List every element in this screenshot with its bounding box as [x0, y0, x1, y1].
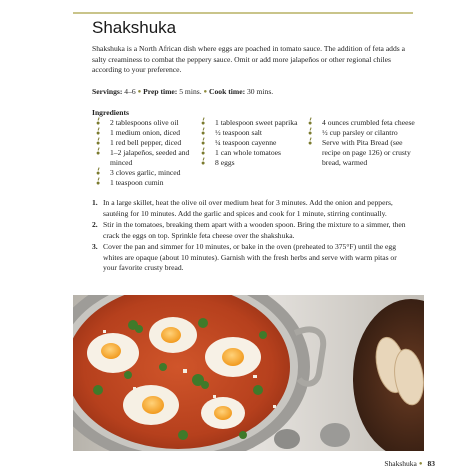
shakshuka-photo	[73, 295, 424, 451]
top-rule	[73, 12, 413, 14]
servings-value: 4–6	[122, 87, 138, 96]
ingredient-item	[96, 118, 206, 128]
garlic-icon	[96, 130, 103, 136]
page-number: 83	[427, 459, 435, 468]
ingredient-text: ¼ teaspoon cayenne	[215, 138, 277, 147]
ingredient-item	[96, 168, 206, 178]
shaker-right	[320, 423, 350, 447]
garlic-icon	[308, 130, 315, 136]
ingredient-text: 1 teaspoon cumin	[110, 178, 164, 187]
step-number: 3.	[92, 242, 98, 251]
cook-label: Cook time:	[209, 87, 246, 96]
ingredient-item	[96, 128, 206, 138]
ingredient-item	[96, 178, 206, 188]
ingredient-item	[308, 118, 418, 128]
garlic-icon	[201, 120, 208, 126]
ingredient-item	[96, 138, 206, 148]
step-text: In a large skillet, heat the olive oil over medium heat for 3 minutes. Add the onion and peppers, sautéing for 10 minutes. Add the garlic and spices and cook for 1 minute, stirring continually.	[103, 198, 393, 218]
step-text: Stir in the tomatoes, breaking them apart with a wooden spoon. Bring the mixture to a simmer, then crack the eggs on top. Sprinkle feta cheese over the shakshuka.	[103, 220, 406, 240]
ingredient-text: 1–2 jalapeños, seeded and minced	[110, 148, 190, 167]
instruction-step	[92, 220, 412, 241]
ingredients-column-1	[96, 118, 206, 188]
ingredient-text: ½ teaspoon salt	[215, 128, 263, 137]
ingredient-item	[201, 128, 301, 138]
garlic-icon	[201, 130, 208, 136]
garlic-icon	[96, 170, 103, 176]
ingredient-text: 1 tablespoon sweet paprika	[215, 118, 298, 127]
instructions-list	[92, 198, 412, 275]
garlic-icon	[96, 180, 103, 186]
ingredients-heading: Ingredients	[92, 108, 129, 117]
ingredient-item	[308, 128, 418, 138]
ingredient-text: 8 eggs	[215, 158, 235, 167]
ingredient-text: 1 medium onion, diced	[110, 128, 181, 137]
servings-label: Servings:	[92, 87, 123, 96]
ingredient-item	[201, 158, 301, 168]
ingredients-column-2	[201, 118, 301, 168]
step-text: Cover the pan and simmer for 10 minutes, or bake in the oven (preheated to 375°F) until the egg whites are opaque (about 10 minutes). Garnish with the fresh herbs and serve with warm pitas or your favorite crusty bread.	[103, 242, 397, 272]
ingredient-item	[308, 138, 418, 168]
ingredient-item	[201, 148, 301, 158]
ingredient-text: 2 tablespoons olive oil	[110, 118, 179, 127]
ingredient-text: Serve with Pita Bread (see recipe on page 126) or crusty bread, warmed	[322, 138, 411, 167]
garlic-icon	[308, 140, 315, 146]
garlic-icon	[96, 150, 103, 156]
recipe-title: Shakshuka	[92, 18, 177, 37]
instruction-step	[92, 242, 412, 274]
garlic-icon	[96, 140, 103, 146]
ingredient-item	[201, 118, 301, 128]
garlic-icon	[96, 120, 103, 126]
ingredient-text: 3 cloves garlic, minced	[110, 168, 181, 177]
step-number: 1.	[92, 198, 98, 207]
meta-bullet-1: ●	[137, 89, 142, 95]
instruction-step	[92, 198, 412, 219]
ingredient-text: 1 can whole tomatoes	[215, 148, 282, 157]
prep-value: 5 mins.	[177, 87, 204, 96]
prep-label: Prep time:	[143, 87, 178, 96]
garlic-icon	[201, 160, 208, 166]
ingredient-item	[201, 138, 301, 148]
step-number: 2.	[92, 220, 98, 229]
footer-section: Shakshuka	[384, 459, 417, 468]
ingredient-text: ½ cup parsley or cilantro	[322, 128, 398, 137]
ingredient-item	[96, 148, 206, 168]
recipe-intro: Shakshuka is a North African dish where eggs are poached in tomato sauce. The addition of feta adds a salty creaminess to combat the peppery sauce. Omit or add more jalapeños or other regional chiles according to your preference.	[92, 44, 406, 74]
cook-value: 30 mins.	[245, 87, 274, 96]
ingredient-text: 4 ounces crumbled feta cheese	[322, 118, 415, 127]
page-footer	[384, 459, 435, 468]
footer-bullet: ●	[418, 461, 423, 467]
ingredient-text: 1 red bell pepper, diced	[110, 138, 182, 147]
recipe-meta	[92, 87, 410, 98]
garlic-icon	[201, 150, 208, 156]
ingredients-column-3	[308, 118, 418, 168]
garlic-icon	[201, 140, 208, 146]
garlic-icon	[308, 120, 315, 126]
shaker-left	[274, 429, 300, 449]
meta-bullet-2: ●	[203, 89, 208, 95]
